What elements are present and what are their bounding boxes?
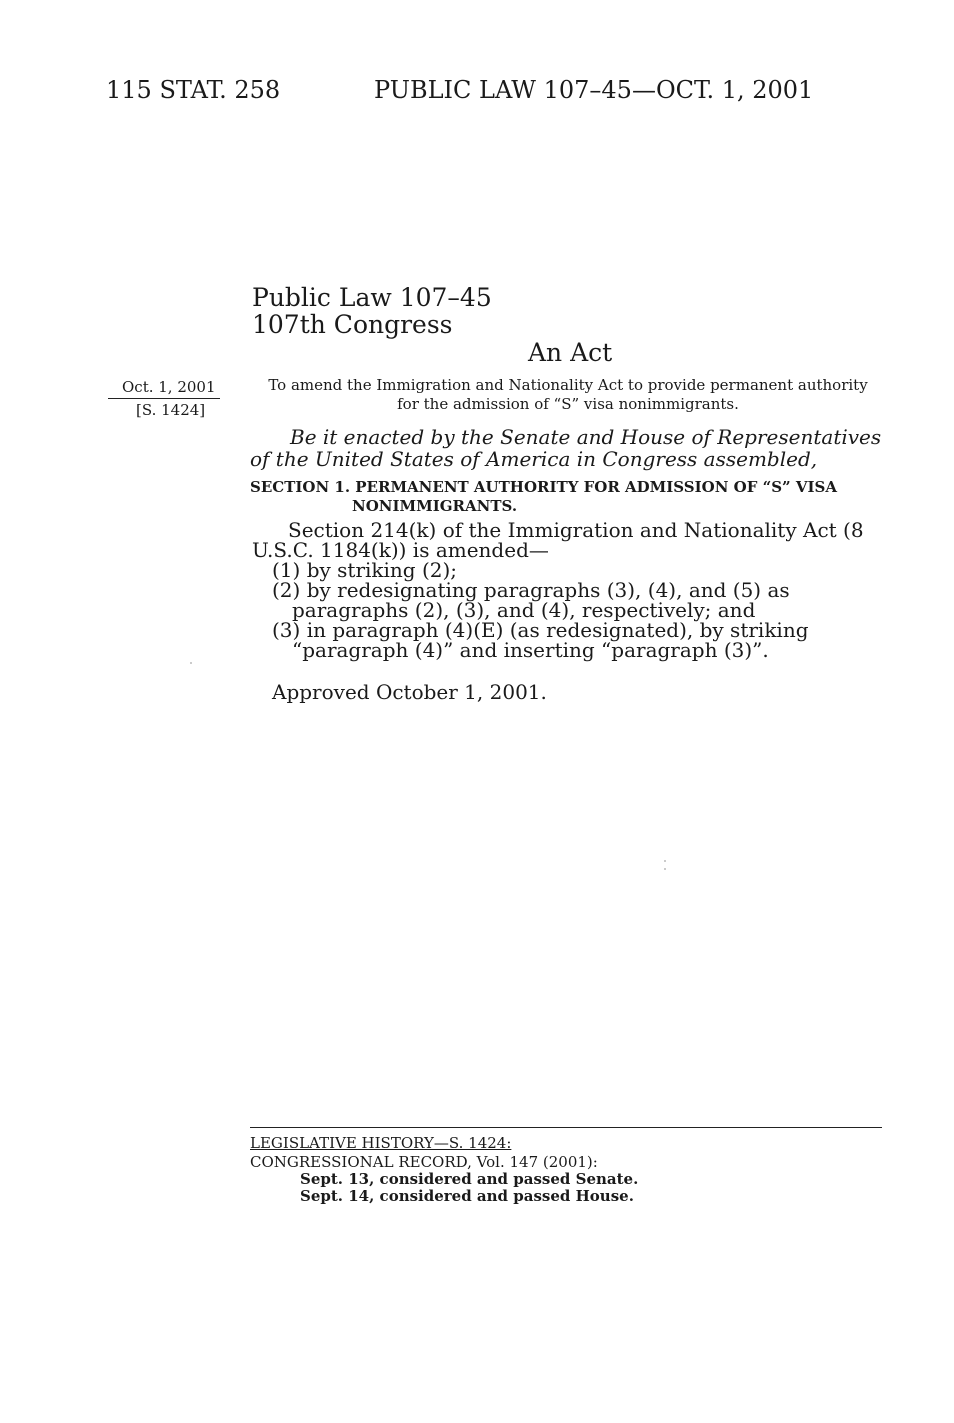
approval-date: Approved October 1, 2001. <box>272 680 547 704</box>
section-heading-line-2: NONIMMIGRANTS. <box>352 497 518 515</box>
section-heading-line-1: SECTION 1. PERMANENT AUTHORITY FOR ADMISSION OF “S” VISA <box>250 478 838 496</box>
section-body <box>252 520 886 660</box>
margin-note <box>108 376 220 421</box>
scan-speck <box>664 868 666 870</box>
section-heading <box>250 478 890 516</box>
legislative-history <box>250 1135 638 1205</box>
act-heading: An Act <box>528 338 613 367</box>
paragraph-1: (1) by striking (2); <box>272 558 458 582</box>
section-lead: Section 214(k) of the Immigration and Nationality Act (8 U.S.C. 1184(k)) is amended— <box>252 518 864 562</box>
legislative-history-divider <box>250 1127 882 1128</box>
margin-bill-number: [S. 1424] <box>136 401 206 419</box>
scan-speck <box>190 662 192 664</box>
paragraph-3: (3) in paragraph (4)(E) (as redesignated), by striking “paragraph (4)” and inserting “paragraph (3)”. <box>272 618 809 662</box>
law-number: Public Law 107–45 <box>252 283 492 312</box>
law-date-header: PUBLIC LAW 107–45—OCT. 1, 2001 <box>374 76 814 104</box>
purpose-statement <box>248 376 888 414</box>
margin-date: Oct. 1, 2001 <box>122 378 216 396</box>
purpose-line-1: To amend the Immigration and Nationality Act to provide permanent authority <box>268 376 868 394</box>
congressional-record: CONGRESSIONAL RECORD, Vol. 147 (2001): <box>250 1153 598 1171</box>
stat-page-number: 115 STAT. 258 <box>106 76 281 104</box>
law-title <box>252 284 492 338</box>
enacting-clause: Be it enacted by the Senate and House of Representatives of the United States of America in Congress assembled, <box>250 425 882 471</box>
congress-number: 107th Congress <box>252 310 453 339</box>
paragraph-2: (2) by redesignating paragraphs (3), (4), and (5) as paragraphs (2), (3), and (4), respectively; and <box>272 578 790 622</box>
history-action: Sept. 14, considered and passed House. <box>300 1187 634 1205</box>
purpose-line-2: for the admission of “S” visa nonimmigrants. <box>397 395 739 413</box>
history-action: Sept. 13, considered and passed Senate. <box>300 1170 639 1188</box>
legislative-history-heading: LEGISLATIVE HISTORY—S. 1424: <box>250 1134 512 1152</box>
scan-speck <box>664 860 666 862</box>
running-head <box>106 76 813 104</box>
